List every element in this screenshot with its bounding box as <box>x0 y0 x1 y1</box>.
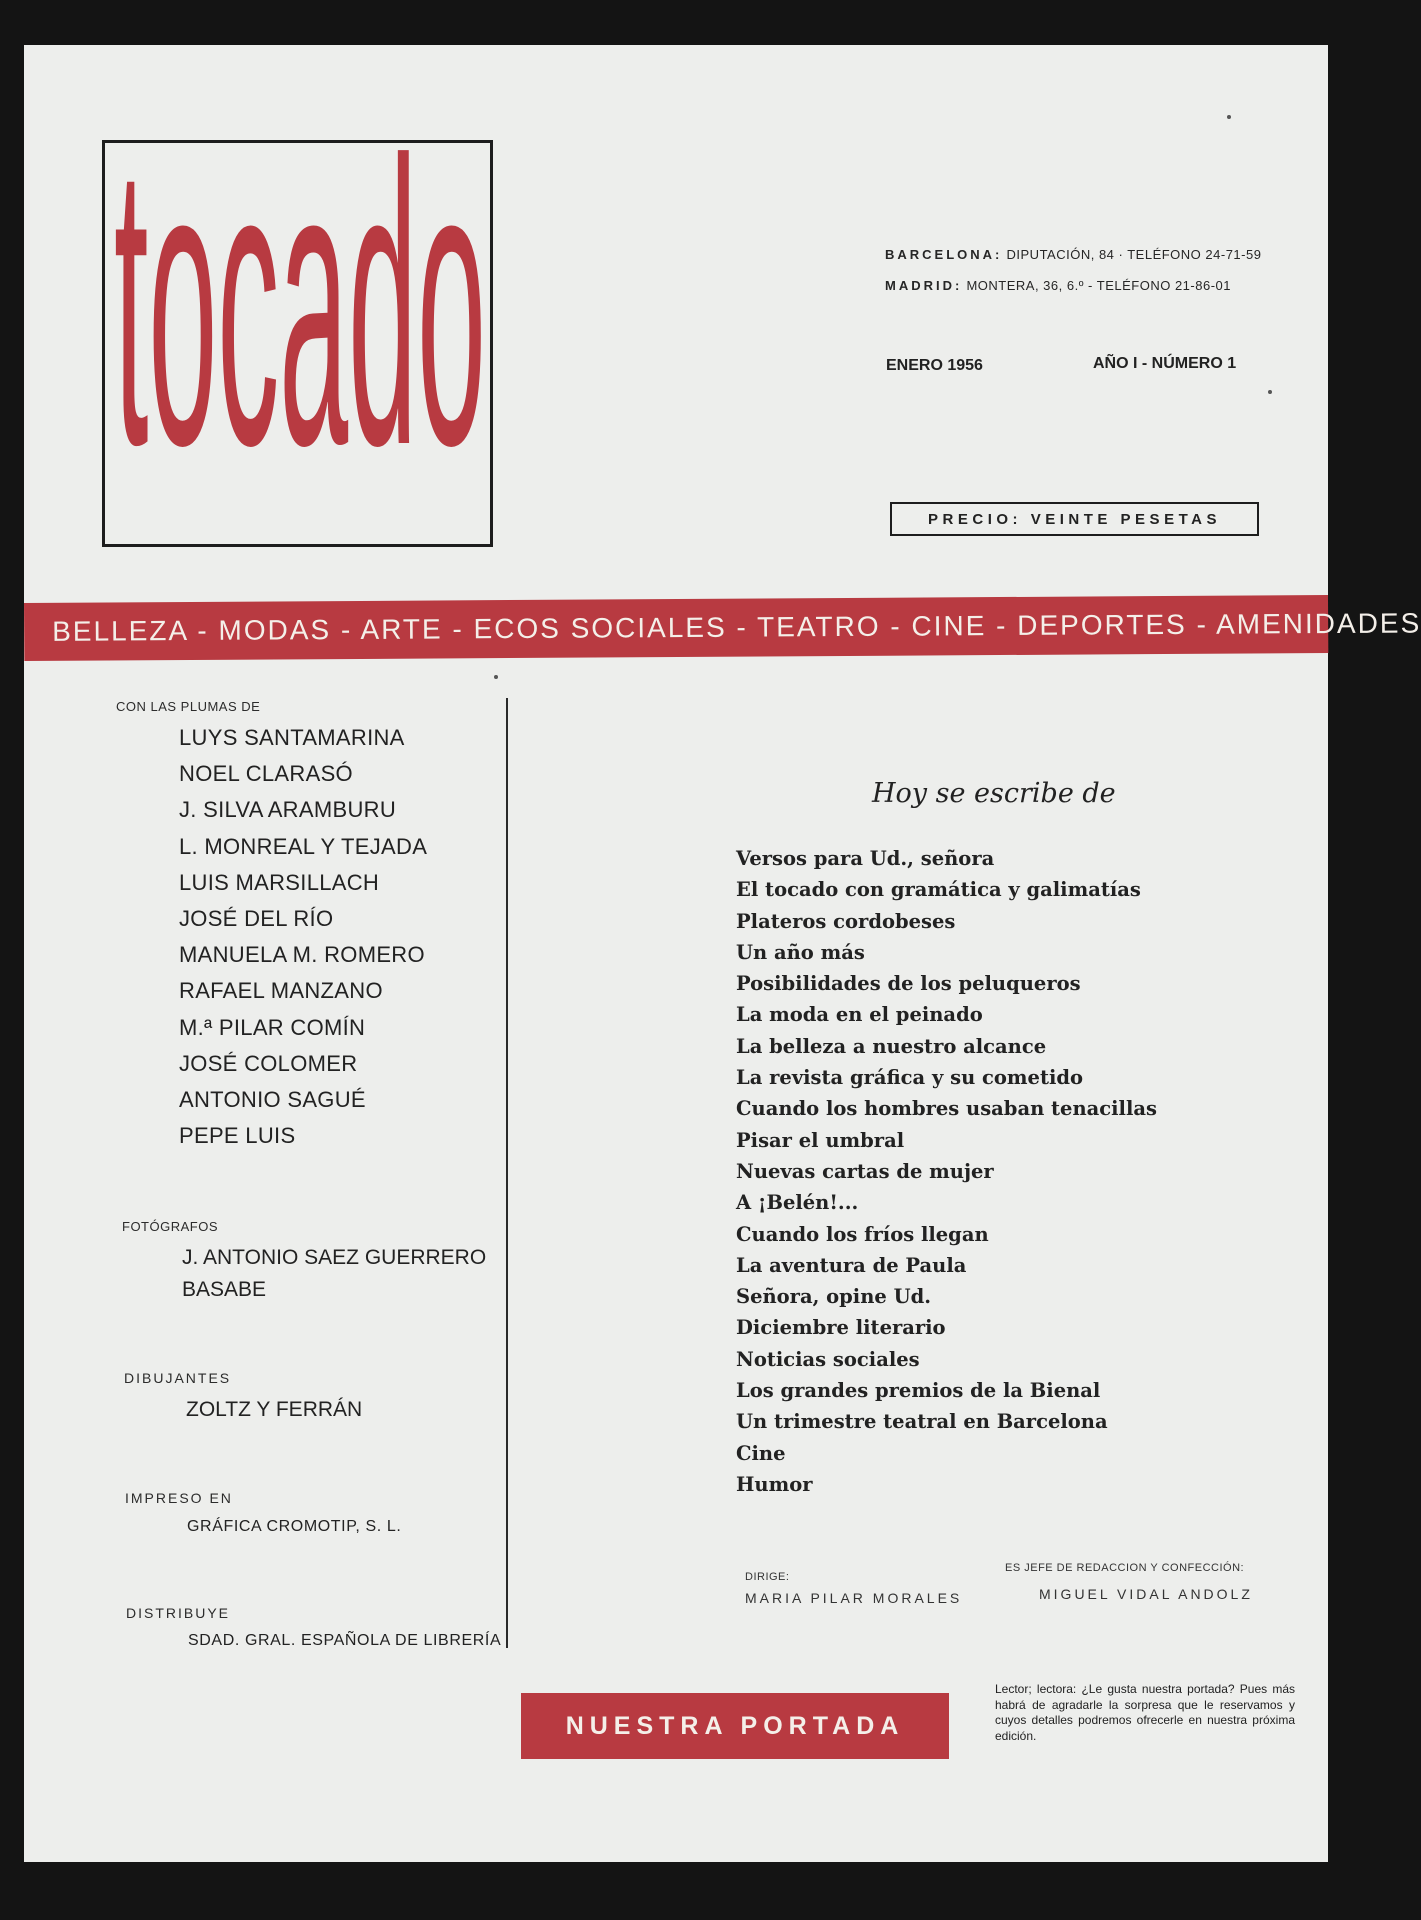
contents-heading: Hoy se escribe de <box>872 778 1116 809</box>
contents-item: Noticias sociales <box>736 1347 920 1371</box>
contents-item: Humor <box>736 1472 813 1496</box>
paper-speck <box>1268 390 1272 394</box>
logo-letters <box>107 77 494 543</box>
contents-item: La belleza a nuestro alcance <box>736 1034 1047 1058</box>
contents-list <box>736 843 1157 1500</box>
contents-item: A ¡Belén!... <box>736 1191 859 1215</box>
contents-item: La moda en el peinado <box>736 1003 983 1027</box>
editor-role: ES JEFE DE REDACCION Y CONFECCIÓN: <box>1005 1562 1245 1574</box>
contents-item: Posibilidades de los peluqueros <box>736 972 1081 996</box>
writers-label: CON LAS PLUMAS DE <box>116 699 261 714</box>
logo-title: tocado <box>113 77 486 529</box>
writer-name: NOEL CLARASÓ <box>179 761 353 787</box>
director-name: MARIA PILAR MORALES <box>745 1590 963 1606</box>
writer-name: RAFAEL MANZANO <box>179 978 383 1004</box>
masthead-logo-frame <box>102 77 493 547</box>
madrid-label: MADRID: <box>885 278 963 293</box>
writer-name: JOSÉ DEL RÍO <box>179 905 334 931</box>
photographer-name: J. ANTONIO SAEZ GUERRERO <box>182 1246 487 1269</box>
writer-name: JOSÉ COLOMER <box>179 1050 358 1076</box>
barcelona-line <box>885 247 1261 262</box>
contents-item: Nuevas cartas de mujer <box>736 1159 994 1183</box>
contents-item: La revista gráfica y su cometido <box>736 1066 1084 1090</box>
price-box: PRECIO: VEINTE PESETAS <box>890 502 1259 536</box>
nuestra-portada-banner: NUESTRA PORTADA <box>521 1693 949 1759</box>
photographer-name: BASABE <box>182 1278 267 1301</box>
contents-item: Cuando los hombres usaban tenacillas <box>736 1097 1157 1121</box>
photographers-label: FOTÓGRAFOS <box>122 1219 218 1234</box>
barcelona-label: BARCELONA: <box>885 247 1003 262</box>
portada-note: Lector; lectora: ¿Le gusta nuestra portada? Pues más habrá de agradarle la sorpresa que le reservamos y cuyos detalles podremos ofrecerle en nuestra próxima edición. <box>995 1682 1295 1743</box>
contents-item: Plateros cordobeses <box>736 909 956 933</box>
writer-name: M.ª PILAR COMÍN <box>179 1014 366 1040</box>
editor-name: MIGUEL VIDAL ANDOLZ <box>1039 1586 1253 1602</box>
contents-item: Un año más <box>736 940 865 964</box>
contents-item: Los grandes premios de la Bienal <box>736 1379 1101 1403</box>
contents-item: La aventura de Paula <box>736 1253 967 1277</box>
writer-name: L. MONREAL Y TEJADA <box>179 833 428 859</box>
contents-item: Señora, opine Ud. <box>736 1285 932 1309</box>
madrid-line <box>885 278 1231 293</box>
masthead-logo <box>107 77 494 543</box>
contents-item: Versos para Ud., señora <box>736 847 995 870</box>
contents-item: Cine <box>736 1441 786 1465</box>
issue-number: AÑO I - NÚMERO 1 <box>1093 355 1237 372</box>
contents-item: El tocado con gramática y galimatías <box>736 878 1141 902</box>
contents-item: Un trimestre teatral en Barcelona <box>736 1410 1108 1434</box>
madrid-address: MONTERA, 36, 6.º - TELÉFONO 21-86-01 <box>966 278 1231 293</box>
writer-name: J. SILVA ARAMBURU <box>179 797 397 823</box>
barcelona-address: DIPUTACIÓN, 84 · TELÉFONO 24-71-59 <box>1006 247 1262 262</box>
paper-speck <box>1227 115 1231 119</box>
issue-date: ENERO 1956 <box>886 357 983 374</box>
distributor-label: DISTRIBUYE <box>126 1605 231 1621</box>
contents-item: Diciembre literario <box>736 1316 946 1340</box>
illustrators-label: DIBUJANTES <box>124 1370 232 1386</box>
paper-speck <box>494 675 498 679</box>
illustrators-name: ZOLTZ Y FERRÁN <box>186 1398 363 1421</box>
sections-band: BELLEZA - MODAS - ARTE - ECOS SOCIALES - TEATRO - CINE - DEPORTES - AMENIDADES <box>24 595 1328 661</box>
contents-item: Pisar el umbral <box>736 1128 905 1152</box>
writers-list <box>179 720 427 1154</box>
writer-name: LUYS SANTAMARINA <box>179 725 405 750</box>
printed-label: IMPRESO EN <box>125 1490 233 1506</box>
writer-name: ANTONIO SAGUÉ <box>179 1086 366 1112</box>
distributor-name: SDAD. GRAL. ESPAÑOLA DE LIBRERÍA <box>188 1632 502 1649</box>
column-divider <box>506 698 508 1648</box>
writer-name: LUIS MARSILLACH <box>179 869 380 895</box>
printer-name: GRÁFICA CROMOTIP, S. L. <box>187 1518 402 1535</box>
magazine-page <box>24 45 1421 1862</box>
contents-item: Cuando los fríos llegan <box>736 1222 989 1246</box>
director-role: DIRIGE: <box>745 1571 790 1583</box>
writer-name: MANUELA M. ROMERO <box>179 942 425 968</box>
writer-name: PEPE LUIS <box>179 1123 296 1149</box>
